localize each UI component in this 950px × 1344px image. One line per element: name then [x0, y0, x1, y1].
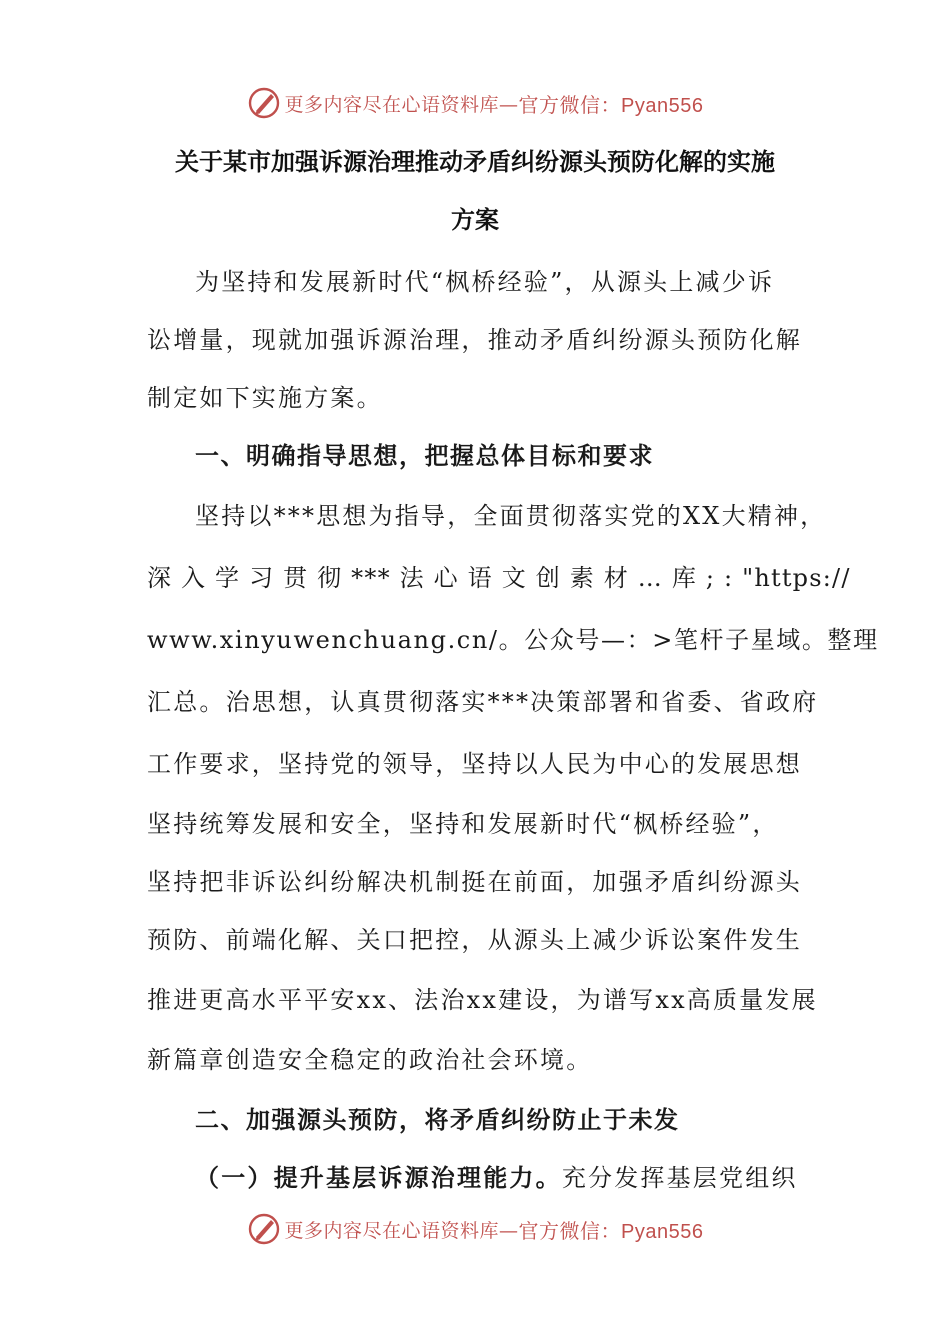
watermark-bottom [0, 1212, 950, 1246]
watermark-text: 更多内容尽在心语资料库— [284, 1219, 519, 1242]
pen-logo-icon [247, 86, 281, 120]
watermark-wechat: 官方微信：Pyan556 [518, 94, 704, 117]
subsection-heading: （一）提升基层诉源治理能力。 [195, 1163, 562, 1192]
body-line-2: 讼增量，现就加强诉源治理，推动矛盾纠纷源头预防化解 [147, 326, 802, 354]
body-line-13: 新篇章创造安全稳定的政治社会环境。 [147, 1046, 593, 1074]
body-line-11: 预防、前端化解、关口把控，从源头上减少诉讼案件发生 [147, 926, 802, 954]
pen-logo-icon [247, 1212, 281, 1246]
subsection-text: 充分发挥基层党组织 [561, 1164, 798, 1192]
body-line-9: 坚持统筹发展和安全，坚持和发展新时代“枫桥经验”， [147, 810, 779, 838]
body-line-7: 汇总。治思想，认真贯彻落实***决策部署和省委、省政府 [147, 688, 819, 716]
body-line-1: 为坚持和发展新时代“枫桥经验”，从源头上减少诉 [195, 268, 775, 296]
section-heading-2: 二、加强源头预防，将矛盾纠纷防止于未发 [195, 1105, 680, 1134]
body-line-4: 坚持以***思想为指导，全面贯彻落实党的XX大精神， [195, 502, 827, 530]
document-title-line1: 关于某市加强诉源治理推动矛盾纠纷源头预防化解的实施 [175, 147, 775, 176]
body-line-8: 工作要求，坚持党的领导，坚持以人民为中心的发展思想 [147, 750, 802, 778]
body-line-6: www.xinyuwenchuang.cn/。公众号—：>笔杆子星域。整理 [147, 626, 879, 654]
watermark-wechat: 官方微信：Pyan556 [518, 1220, 704, 1243]
body-line-14 [195, 1158, 807, 1193]
watermark-top [0, 86, 950, 120]
body-line-12: 推进更高水平平安xx、法治xx建设，为谱写xx高质量发展 [147, 986, 818, 1014]
body-line-5: 深 入 学 习 贯 彻 *** 法 心 语 文 创 素 材 … 库 ; : "https:// [147, 564, 851, 592]
body-line-10: 坚持把非诉讼纠纷解决机制挺在前面，加强矛盾纠纷源头 [147, 868, 802, 896]
watermark-text: 更多内容尽在心语资料库— [284, 93, 519, 116]
document-title-line2: 方案 [451, 205, 499, 234]
section-heading-1: 一、明确指导思想，把握总体目标和要求 [195, 441, 654, 470]
body-line-3: 制定如下实施方案。 [147, 384, 383, 412]
